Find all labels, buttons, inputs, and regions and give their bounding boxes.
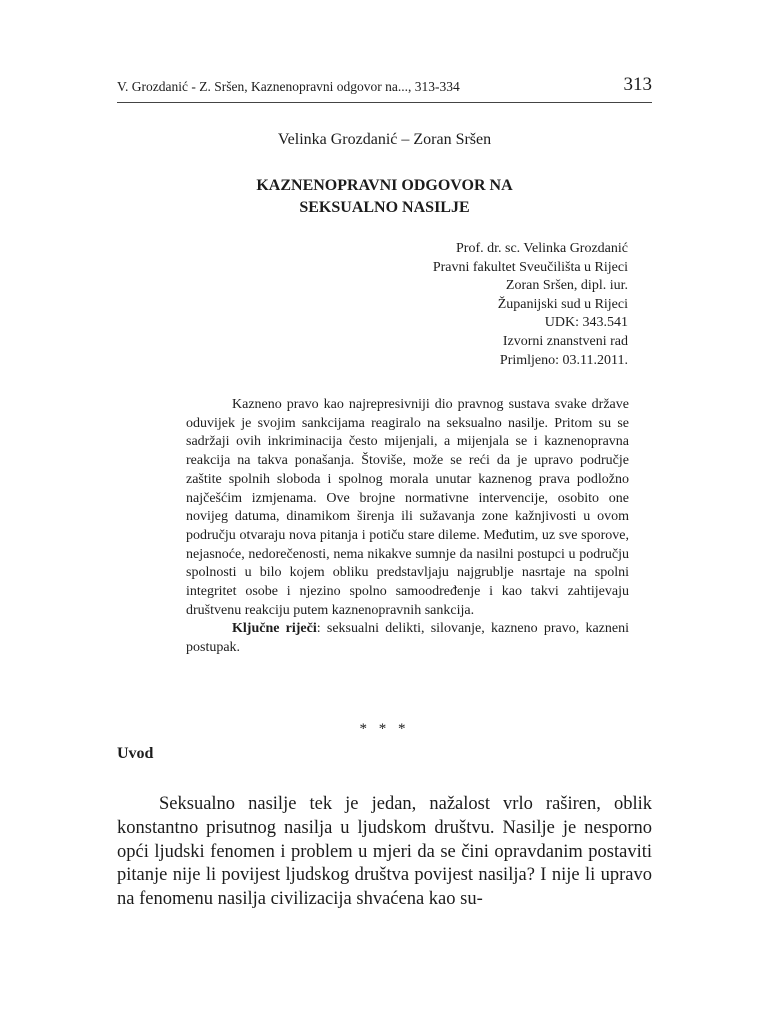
body-paragraph: Seksualno nasilje tek je jedan, nažalost vrlo raširen, oblik konstantno prisutnog nasilja u ljudskom društvu. Nasilje je nesporno opći ljudski fenomen i problem u mjeri da se čini opravdanim postaviti pitanje nije li povijest ljudskog društva povijest nasilja? I nije li upravo na fenomenu nasilja civilizacija shvaćena kao su- bbox=[117, 794, 652, 910]
section-separator: * * * bbox=[359, 721, 410, 737]
page-number: 313 bbox=[623, 74, 652, 95]
meta-affiliation-1: Pravni fakultet Sveučilišta u Rijeci bbox=[432, 259, 628, 275]
abstract-text: Kazneno pravo kao najrepresivniji dio pravnog sustava svake države oduvijek je svojim sankcijama reagiralo na seksualno nasilje. Pritom su se sadržaji ovih inkriminacija često mijenjali, a mijenjala se i kaznenopravna reakcija na takva ponašanja. Štoviše, može se reći da je upravo područje zaštite spolnih sloboda i spolnog morala unutar kaznenog prava podložno najčešćim izmjenama. Ove brojne normativne intervencije, osobito one novijeg datuma, dinamikom širenja ili sužavanja zone kažnjivosti u ovom području otvaraju nova pitanja i potiču stare dileme. Međutim, uz sve sporove, nejasnoće, nedorečenosti, nema nikakve sumnje da nasilni postupci u području spolnosti u bilo kojem obliku predstavljaju najgrublje nasrtaje na spolni integritet osobe i njezino spolno samoodređenje i kao takvi zahtijevaju društvenu reakciju putem kaznenopravnih sankcija. bbox=[186, 397, 629, 618]
body-text bbox=[117, 793, 652, 912]
meta-author-1: Prof. dr. sc. Velinka Grozdanić bbox=[456, 241, 628, 256]
running-header bbox=[117, 74, 652, 100]
meta-paper-type: Izvorni znanstveni rad bbox=[502, 333, 628, 349]
title-line-1: KAZNENOPRAVNI ODGOVOR NA bbox=[256, 177, 513, 194]
meta-author-2: Zoran Sršen, dipl. iur. bbox=[505, 278, 628, 294]
keywords bbox=[186, 620, 629, 657]
running-title: V. Grozdanić - Z. Sršen, Kaznenopravni odgovor na..., 313-334 bbox=[117, 79, 460, 94]
meta-udk: UDK: 343.541 bbox=[544, 315, 628, 331]
article-title bbox=[117, 175, 652, 219]
keywords-label: Ključne riječi bbox=[232, 621, 317, 637]
title-line-2: SEKSUALNO NASILJE bbox=[299, 199, 470, 216]
meta-affiliation-2: Županijski sud u Rijeci bbox=[497, 296, 628, 312]
section-heading: Uvod bbox=[117, 745, 154, 762]
article-metadata bbox=[433, 240, 628, 370]
authors: Velinka Grozdanić – Zoran Sršen bbox=[277, 131, 492, 148]
meta-received-date: Primljeno: 03.11.2011. bbox=[499, 352, 628, 368]
abstract bbox=[186, 396, 629, 658]
header-rule bbox=[117, 102, 652, 103]
keywords-text: : seksualni delikti, silovanje, kazneno pravo, kazneni postupak. bbox=[186, 621, 630, 656]
